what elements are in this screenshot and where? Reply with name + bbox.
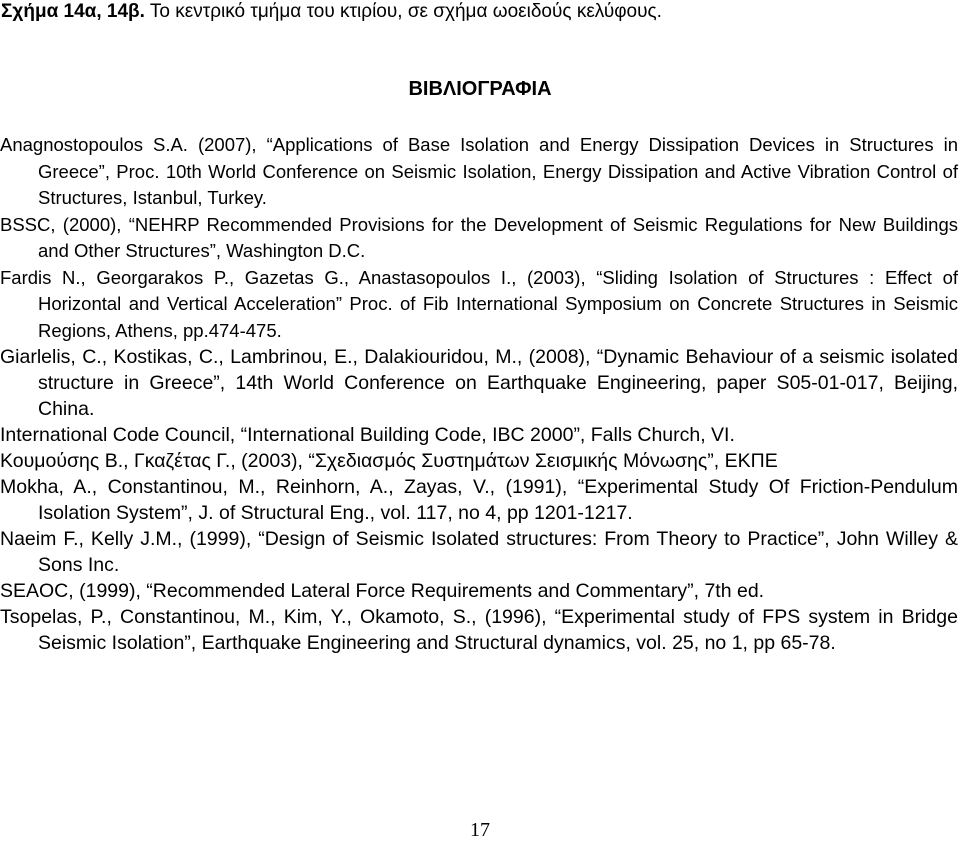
- reference-item: Anagnostopoulos S.A. (2007), “Applications of Base Isolation and Energy Dissipation Devices in Structures in Greece”, Proc. 10th World Conference on Seismic Isolation, Energy Dissipation and Active Vibration Control of Structures, Istanbul, Turkey.: [0, 134, 958, 208]
- reference-item: International Code Council, “International Building Code, IBC 2000”, Falls Church, VI.: [0, 424, 735, 446]
- figure-caption: [1, 0, 662, 24]
- reference-item: Fardis N., Georgarakos P., Gazetas G., Anastasopoulos I., (2003), “Sliding Isolation of Structures : Effect of Horizontal and Vertical Acceleration” Proc. of Fib International Symposium on Concrete Structures in Seismic Regions, Athens, pp.474-475.: [0, 266, 958, 341]
- figure-caption-text: Το κεντρικό τμήμα του κτιρίου, σε σχήμα ωοειδούς κελύφους.: [144, 1, 662, 22]
- reference-item: Κουμούσης Β., Γκαζέτας Γ., (2003), “Σχεδιασμός Συστημάτων Σεισμικής Μόνωσης”, ΕΚΠΕ: [0, 450, 778, 472]
- reference-item: Giarlelis, C., Kostikas, C., Lambrinou, E., Dalakiouridou, M., (2008), “Dynamic Behaviour of a seismic isolated structure in Greece”, 14th World Conference on Earthquake Engineering, paper S05-01-017, Beijing, China.: [0, 346, 958, 420]
- reference-item: Tsopelas, P., Constantinou, M., Kim, Y., Okamoto, S., (1996), “Experimental study of FPS system in Bridge Seismic Isolation”, Earthquake Engineering and Structural dynamics, vol. 25, no 1, pp 65-78.: [0, 606, 958, 654]
- reference-item: BSSC, (2000), “NEHRP Recommended Provisions for the Development of Seismic Regulations for New Buildings and Other Structures”, Washington D.C.: [0, 213, 958, 261]
- bibliography-heading: ΒΙΒΛΙΟΓΡΑΦΙΑ: [408, 78, 552, 100]
- reference-list: [0, 132, 958, 656]
- page-number: 17: [470, 819, 490, 841]
- reference-item: Naeim F., Kelly J.M., (1999), “Design of Seismic Isolated structures: From Theory to Practice”, John Willey & Sons Inc.: [0, 528, 958, 576]
- figure-caption-label: Σχήμα 14α, 14β.: [1, 1, 145, 22]
- reference-item: Mokha, A., Constantinou, M., Reinhorn, A., Zayas, V., (1991), “Experimental Study Of Friction-Pendulum Isolation System”, J. of Structural Eng., vol. 117, no 4, pp 1201-1217.: [0, 476, 958, 524]
- reference-item: SEAOC, (1999), “Recommended Lateral Force Requirements and Commentary”, 7th ed.: [0, 580, 765, 602]
